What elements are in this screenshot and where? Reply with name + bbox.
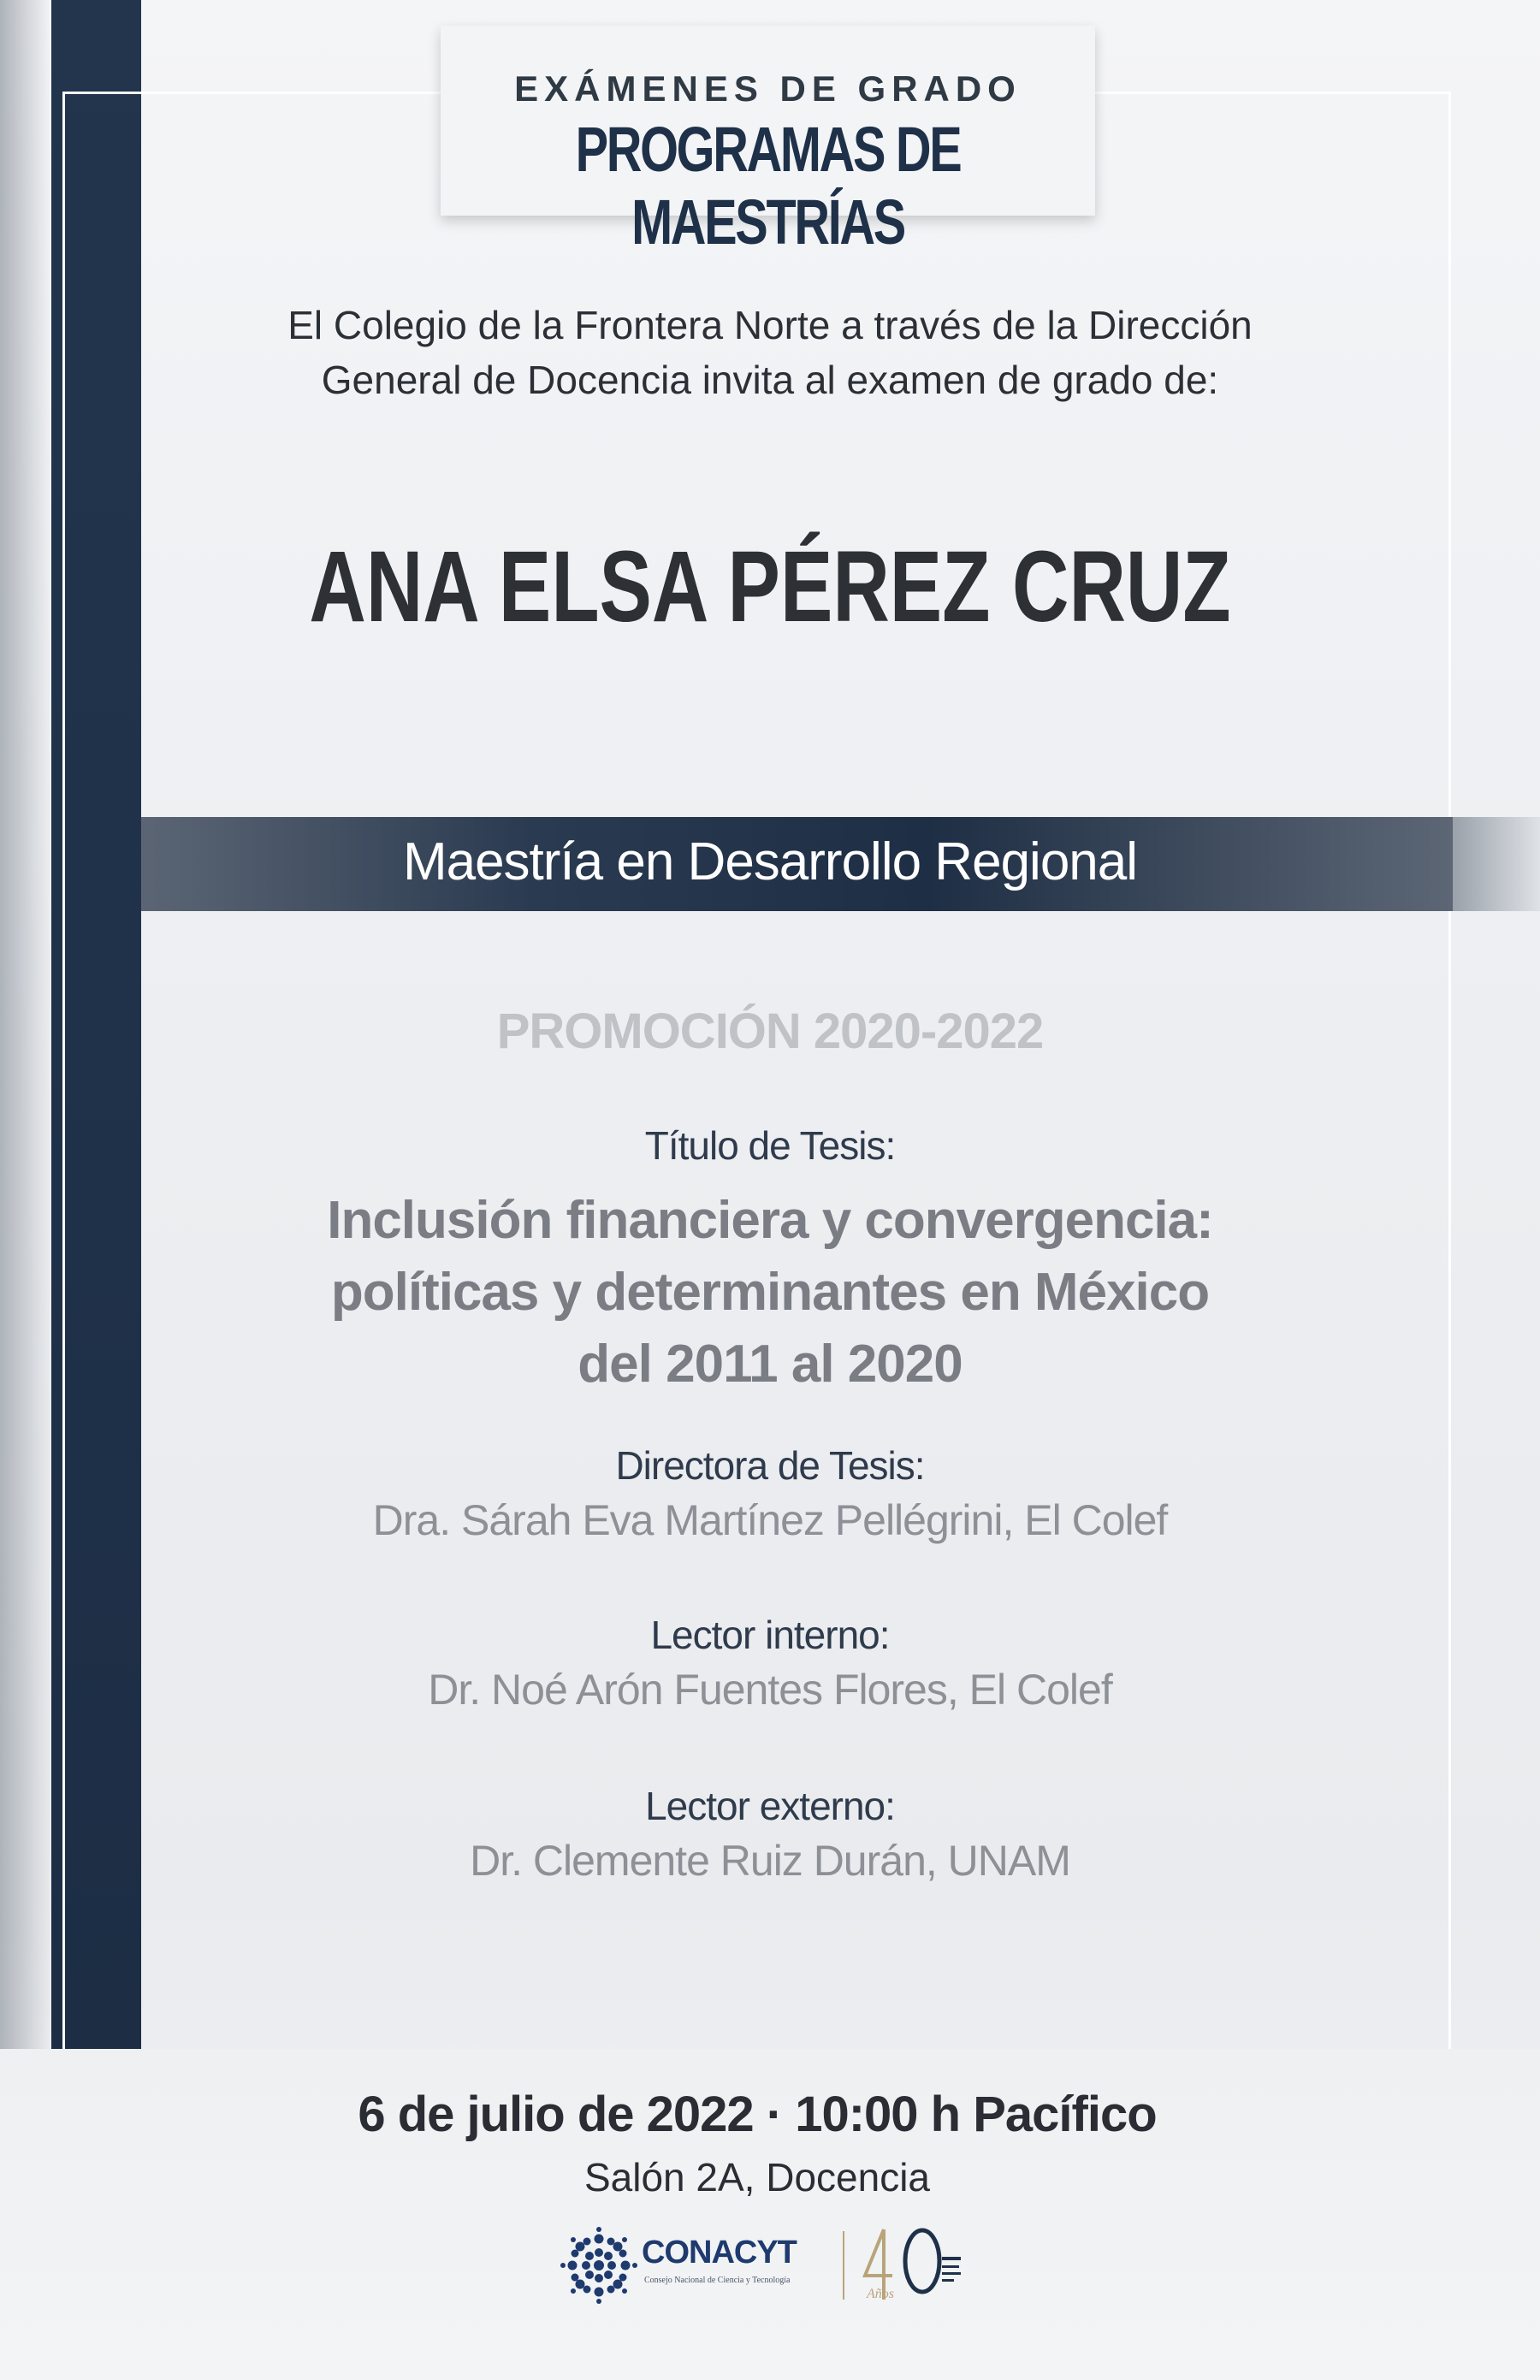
header-title: PROGRAMAS DE MAESTRÍAS xyxy=(575,114,961,258)
svg-text:Años: Años xyxy=(867,2287,894,2301)
colef-40-anniversary-logo-icon xyxy=(858,2223,961,2308)
logo-divider xyxy=(843,2231,844,2300)
invitation-text xyxy=(171,298,1369,407)
internal-reader-label: Lector interno: xyxy=(650,1613,890,1657)
external-reader-label: Lector externo: xyxy=(645,1784,895,1828)
thesis-title xyxy=(171,1185,1369,1400)
white-frame xyxy=(62,92,1451,2256)
internal-reader-name: Dr. Noé Arón Fuentes Flores, El Colef xyxy=(428,1666,1112,1714)
invitation-line-2: General de Docencia invita al examen de grado de: xyxy=(321,358,1219,402)
left-shadow xyxy=(0,0,51,2380)
thesis-title-line-1: Inclusión financiera y convergencia: xyxy=(327,1191,1213,1250)
program-band-tail xyxy=(1453,817,1540,911)
candidate-name: ANA ELSA PÉREZ CRUZ xyxy=(309,530,1231,643)
header-box xyxy=(441,26,1095,258)
conacyt-subtitle: Consejo Nacional de Ciencia y Tecnología xyxy=(644,2276,791,2285)
director-label: Directora de Tesis: xyxy=(615,1443,925,1488)
thesis-title-line-3: del 2011 al 2020 xyxy=(578,1335,962,1394)
conacyt-logo-icon xyxy=(560,2227,637,2304)
event-venue: Salón 2A, Docencia xyxy=(583,2155,931,2199)
director-name: Dra. Sárah Eva Martínez Pellégrini, El Colef xyxy=(372,1496,1168,1544)
program-name: Maestría en Desarrollo Regional xyxy=(402,832,1138,891)
conacyt-wordmark: CONACYT xyxy=(642,2235,797,2270)
thesis-title-line-2: políticas y determinantes en México xyxy=(330,1263,1210,1322)
header-subtitle: EXÁMENES DE GRADO xyxy=(514,68,1022,109)
sponsor-logos xyxy=(560,2223,971,2308)
promotion-label: PROMOCIÓN 2020-2022 xyxy=(496,1004,1044,1059)
event-datetime: 6 de julio de 2022 · 10:00 h Pacífico xyxy=(358,2087,1157,2142)
invitation-line-1: El Colegio de la Frontera Norte a través de la Dirección xyxy=(287,303,1253,347)
thesis-label: Título de Tesis: xyxy=(644,1123,896,1168)
external-reader-name: Dr. Clemente Ruiz Durán, UNAM xyxy=(470,1837,1070,1885)
